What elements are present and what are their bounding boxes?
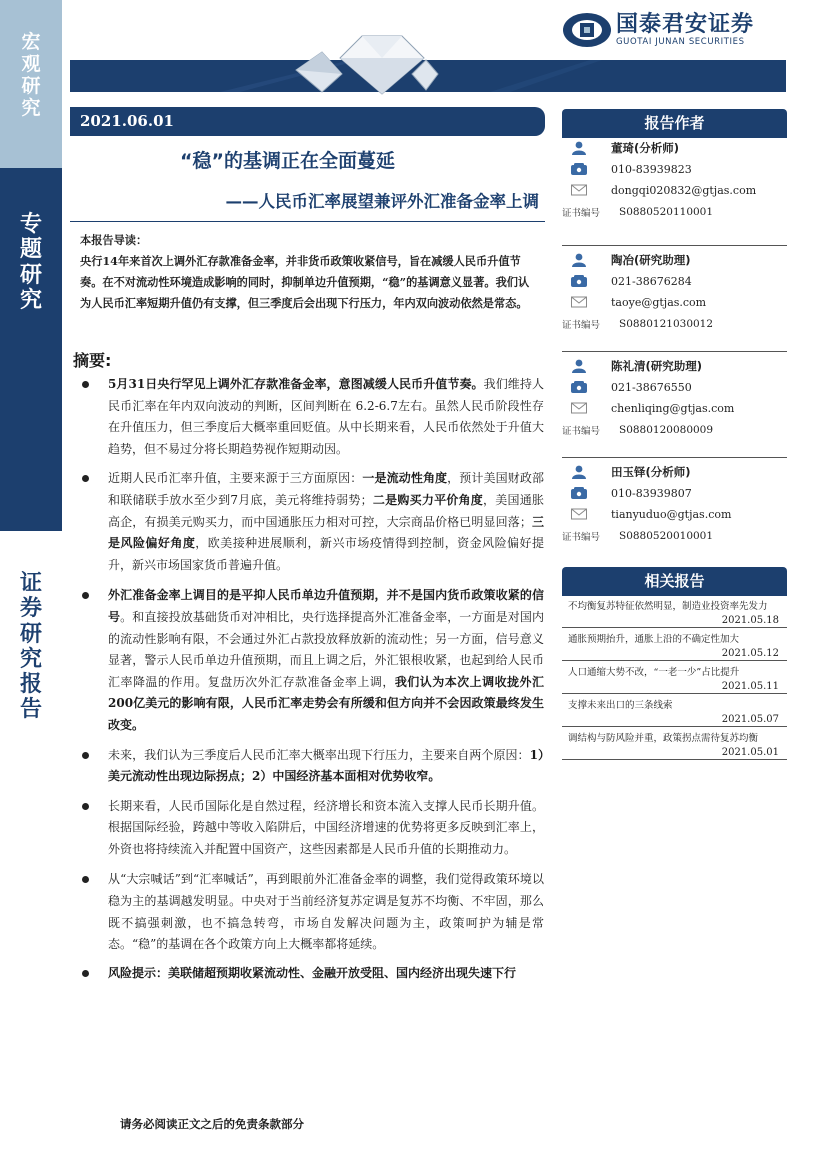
bullet-bold: 二是购买力平价角度 xyxy=(372,492,484,507)
bullet-bold: 外汇准备金率上调目的是平抑人民币单边升值预期，并不是国内货币政策收紧的信号 xyxy=(108,588,544,624)
phone-icon xyxy=(570,486,588,500)
guide-heading: 本报告导读： xyxy=(80,233,148,247)
author-phone: 021-38676550 xyxy=(611,380,692,394)
bullet-text: ，预计美国财政部和联储联手放水至少到7月底，美元将维持弱势； xyxy=(108,471,544,507)
sidebar-label-char: 究 xyxy=(19,646,42,672)
bullet-icon xyxy=(82,592,89,599)
related-date: 2021.05.07 xyxy=(721,714,779,725)
sidebar-label-char: 证 xyxy=(19,571,42,596)
sidebar-label-char: 报 xyxy=(19,672,42,698)
related-title[interactable]: 支撑未来出口的三条线索 xyxy=(568,700,673,711)
list-item xyxy=(76,963,544,985)
sidebar-category xyxy=(0,0,62,168)
person-icon xyxy=(570,141,588,155)
cert-label: 证书编号 xyxy=(562,208,601,219)
divider xyxy=(70,221,545,222)
email-icon xyxy=(570,295,588,309)
sidebar-label-char: 券 xyxy=(19,596,42,622)
related-title[interactable]: 不均衡复苏特征依然明显，制造业投资率先发力 xyxy=(568,601,768,612)
person-icon xyxy=(570,465,588,479)
bullet-text: 从“大宗喊话”到“汇率喊话”，再到眼前外汇准备金率的调整，我们觉得政策环境以稳为主的基调越发明显。中央对于当前经济复苏定调是复苏不均衡、不牢固，那么既不搞强刺激，也不搞急转弯，市场自发解决问题为主，政策呵护为辅是常态。“稳”的基调在各个政策方向上大概率都将延续。 xyxy=(108,872,544,952)
author-name: 董琦(分析师) xyxy=(611,141,680,155)
related-item[interactable] xyxy=(562,599,787,628)
bullet-bold: 风险提示：美联储超预期收紧流动性、金融开放受阻、国内经济出现失速下行 xyxy=(108,965,517,980)
list-item xyxy=(76,468,544,576)
list-item xyxy=(76,745,544,788)
sidebar-type-char: 专 xyxy=(19,212,42,237)
authors-panel xyxy=(562,140,787,564)
logo-cn-text: 国泰君安证券 xyxy=(616,11,755,37)
bullet-icon xyxy=(82,381,89,388)
bullet-text: ，美国通胀高企，有损美元购买力，而中国通胀压力相对可控，大宗商品价格已明显回落； xyxy=(108,492,544,529)
sidebar-category-char: 研 xyxy=(21,74,41,97)
author-name: 陶冶(研究助理) xyxy=(611,253,691,267)
author-cert: S0880520110001 xyxy=(619,206,714,218)
cert-label: 证书编号 xyxy=(562,532,601,543)
author-name: 陈礼清(研究助理) xyxy=(611,359,703,373)
author-email[interactable]: tianyuduo@gtjas.com xyxy=(611,507,732,521)
author-card xyxy=(562,458,787,564)
company-logo xyxy=(562,10,786,50)
authors-heading: 报告作者 xyxy=(562,109,787,138)
author-card xyxy=(562,352,787,458)
related-date: 2021.05.12 xyxy=(721,648,779,659)
related-date: 2021.05.11 xyxy=(721,681,779,692)
sidebar-type-char: 题 xyxy=(19,237,42,263)
bullet-bold: 三是风险偏好角度 xyxy=(108,514,544,551)
bullet-icon xyxy=(82,803,89,810)
sidebar-label-char: 研 xyxy=(19,621,42,647)
bullet-bold: 5月31日央行罕见上调外汇存款准备金率，意图减缓人民币升值节奏。 xyxy=(108,377,484,391)
email-icon xyxy=(570,507,588,521)
bullet-icon xyxy=(82,752,89,759)
related-item[interactable] xyxy=(562,661,787,694)
list-item xyxy=(76,869,544,955)
sidebar-category-char: 观 xyxy=(21,52,41,75)
author-card xyxy=(562,246,787,352)
author-phone: 021-38676284 xyxy=(611,274,692,288)
bullet-text: 。和直接投放基础货币对冲相比，央行选择提高外汇准备金率，一方面是对国内的流动性影响有限，不会通过外汇占款投放释放新的流动性；另一方面，信号意义显著，警示人民币单边升值预期，而且上调之后，外汇银根收紧，也起到给人民币汇率降温的作用。复盘历次外汇存款准备金率上调， xyxy=(108,609,544,689)
author-email[interactable]: dongqi020832@gtjas.com xyxy=(611,183,757,197)
logo-mark-icon xyxy=(562,12,612,48)
bullet-icon xyxy=(82,876,89,883)
report-date: 2021.06.01 xyxy=(70,107,545,136)
bullet-icon xyxy=(82,475,89,482)
logo-en-text: GUOTAI JUNAN SECURITIES xyxy=(616,36,745,47)
phone-icon xyxy=(570,162,588,176)
person-icon xyxy=(570,253,588,267)
author-phone: 010-83939807 xyxy=(611,486,692,500)
sidebar-label xyxy=(0,531,62,1169)
author-card xyxy=(562,140,787,246)
sidebar-type xyxy=(0,168,62,531)
list-item xyxy=(76,585,544,736)
related-title[interactable]: 人口通缩大势不改，“一老一少”占比提升 xyxy=(568,667,740,678)
bullet-text: 未来，我们认为三季度后人民币汇率大概率出现下行压力，主要来自两个原因： xyxy=(108,747,530,762)
sidebar-type-char: 研 xyxy=(19,262,42,288)
list-item xyxy=(76,374,544,460)
related-title[interactable]: 调结构与防风险并重，政策拐点需待复苏均衡 xyxy=(568,733,759,744)
author-email[interactable]: chenliqing@gtjas.com xyxy=(611,401,735,415)
guide-text: 央行14年来首次上调外汇存款准备金率，并非货币政策收紧信号，旨在减缓人民币升值节奏。在不对流动性环境造成影响的同时，抑制单边升值预期，“稳”的基调意义显著。我们认为人民币汇率短期升值仍有支撑，但三季度后会出现下行压力，年内双向波动依然是常态。 xyxy=(80,254,530,310)
summary-heading: 摘要: xyxy=(73,351,112,370)
sidebar-category-char: 究 xyxy=(21,96,41,119)
diamond-icon xyxy=(292,30,442,96)
related-reports xyxy=(562,599,787,760)
related-title[interactable]: 通胀预期抬升，通胀上沿的不确定性加大 xyxy=(568,634,740,645)
bullet-icon xyxy=(82,970,89,977)
list-item xyxy=(76,796,544,861)
sidebar-category-char: 宏 xyxy=(21,31,41,53)
email-icon xyxy=(570,401,588,415)
bullet-bold: 1）美元流动性出现边际拐点；2）中国经济基本面相对优势收窄。 xyxy=(108,747,544,784)
bullet-text: ，欧美接种进展顺利，新兴市场疫情得到控制，资金风险偏好提升，新兴市场国家货币普遍升值。 xyxy=(108,536,544,572)
bullet-text: 我们维持人民币汇率在年内双向波动的判断，区间判断在 6.2-6.7左右。虽然人民币阶段性存在升值压力，但三季度后大概率重回贬值。从中长期来看，人民币依然处于升值大趋势，但不易过分将长期趋势视作短期动因。 xyxy=(108,377,544,456)
page-subtitle: ——人民币汇率展望兼评外汇准备金率上调 xyxy=(225,192,539,211)
left-sidebar xyxy=(0,0,62,1169)
person-icon xyxy=(570,359,588,373)
cert-label: 证书编号 xyxy=(562,426,601,437)
author-cert: S0880520010001 xyxy=(619,530,714,542)
sidebar-label-char: 告 xyxy=(19,697,42,723)
page-title: “稳”的基调正在全面蔓延 xyxy=(180,150,395,172)
bullet-text: 长期来看，人民币国际化是自然过程，经济增长和资本流入支撑人民币长期升值。根据国际经验，跨越中等收入陷阱后，中国经济增速的优势将更多反映到汇率上，外资也将持续流入并配置中国资产，这些因素都是人民币升值的长期推动力。 xyxy=(108,798,544,856)
bullet-bold: 我们认为本次上调收拢外汇200亿美元的影响有限，人民币汇率走势会有所缓和但方向并不会因政策最终发生改变。 xyxy=(108,674,544,732)
author-name: 田玉铎(分析师) xyxy=(611,465,691,479)
author-phone: 010-83939823 xyxy=(611,162,692,176)
author-cert: S0880120080009 xyxy=(619,424,714,436)
related-date: 2021.05.18 xyxy=(721,615,779,626)
cert-label: 证书编号 xyxy=(562,320,601,331)
phone-icon xyxy=(570,380,588,394)
related-item[interactable] xyxy=(562,628,787,661)
report-guide xyxy=(80,230,540,314)
author-email[interactable]: taoye@gtjas.com xyxy=(611,295,707,309)
email-icon xyxy=(570,183,588,197)
disclaimer-note: 请务必阅读正文之后的免责条款部分 xyxy=(120,1117,304,1131)
bullet-text: 近期人民币汇率升值，主要来源于三方面原因： xyxy=(108,471,363,486)
related-heading: 相关报告 xyxy=(562,567,787,596)
author-cert: S0880121030012 xyxy=(619,318,714,330)
related-date: 2021.05.01 xyxy=(721,747,779,758)
bullet-bold: 一是流动性角度 xyxy=(362,471,448,486)
sidebar-type-char: 究 xyxy=(19,287,42,313)
summary-list xyxy=(76,374,544,984)
related-item[interactable] xyxy=(562,727,787,760)
related-item[interactable] xyxy=(562,694,787,727)
phone-icon xyxy=(570,274,588,288)
